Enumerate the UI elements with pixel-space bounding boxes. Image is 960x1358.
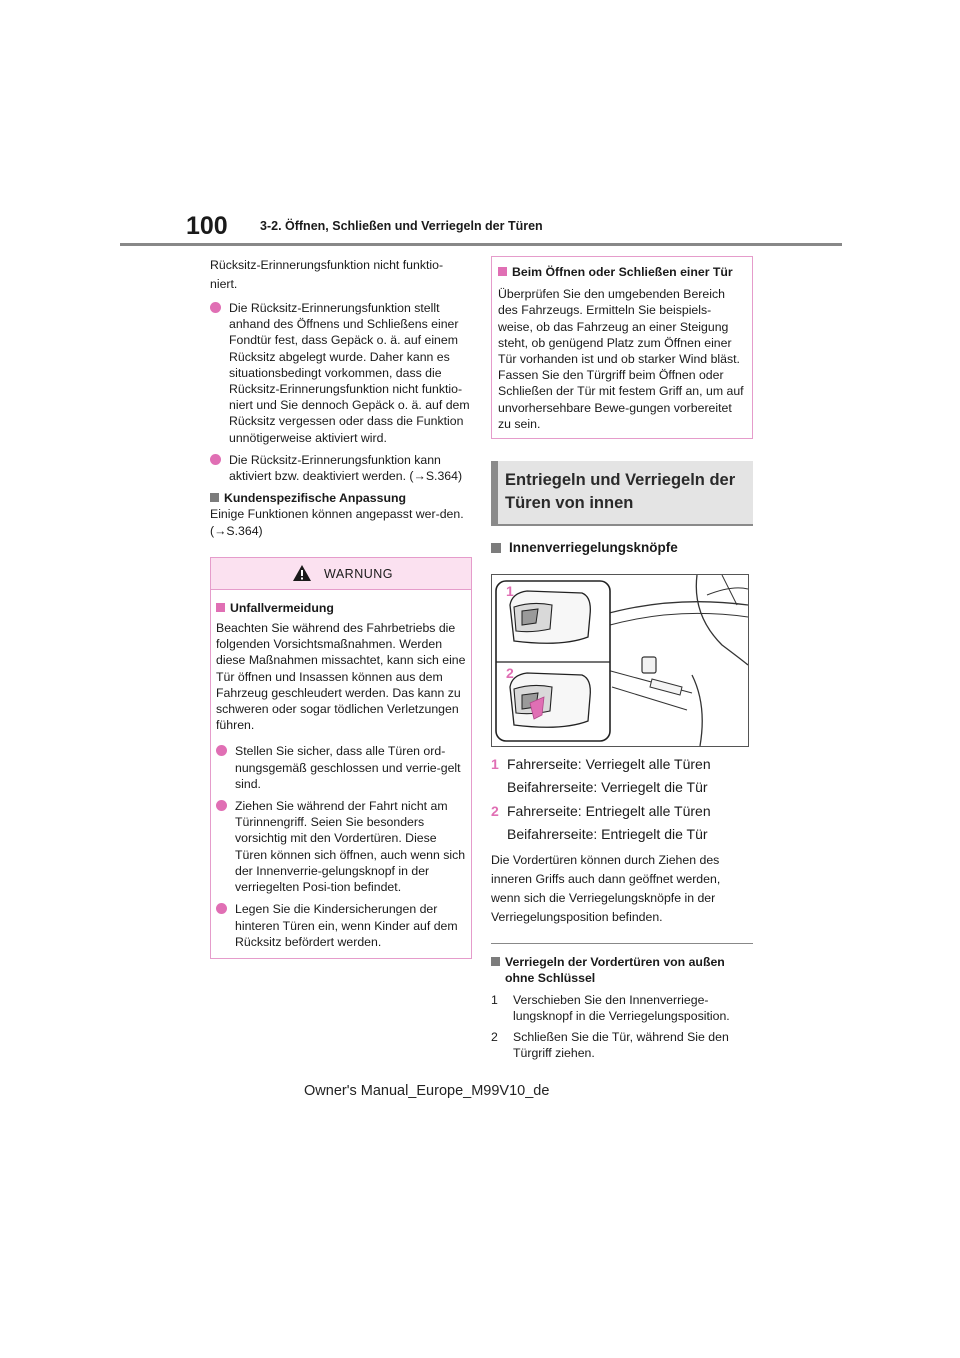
warning-text: Beachten Sie während des Fahrbetriebs die folgenden Vorsichtsmaßnahmen. Werden diese Maßnahmen missachtet, kann sich eine Tür öffnen und Insassen können aus dem Fahrzeug geschleudert werden. Das kann zu schweren oder sogar tödlichen Verletzungen führen. xyxy=(216,621,466,733)
knob-heading: Innenverriegelungsknöpfe xyxy=(491,540,753,556)
square-bullet-icon xyxy=(491,957,500,966)
info-box xyxy=(491,256,753,439)
warning-box xyxy=(210,557,472,959)
square-bullet-icon xyxy=(210,493,219,502)
warning-subheading: Unfallvermeidung xyxy=(216,600,467,616)
list-item: 2 Fahrerseite: Entriegelt alle Türen Beifahrerseite: Entriegelt die Tür xyxy=(491,803,711,842)
divider xyxy=(491,943,753,944)
door-lock-illustration xyxy=(491,574,749,747)
figure-label-2: 2 xyxy=(506,665,514,682)
info-heading: Beim Öffnen oder Schließen einer Tür xyxy=(498,264,746,280)
bullet-dot-icon xyxy=(216,903,227,914)
bullet-dot-icon xyxy=(210,302,221,313)
warning-bullet: Ziehen Sie während der Fahrt nicht am Türinnengriff. Seien Sie besonders vorsichtig mit den Vordertüren. Diese Türen können sich öffnen, auch wenn sich der Innenverrie-gelungsknopf in der verriegelten Posi-tion befindet. xyxy=(216,798,467,895)
bullet-dot-icon xyxy=(216,800,227,811)
warning-bullet: Stellen Sie sicher, dass alle Türen ord-nungsgemäß geschlossen und verrie-gelt sind. xyxy=(216,743,467,792)
warning-triangle-icon xyxy=(292,564,312,582)
left-column xyxy=(210,256,472,959)
step-item: 1 Verschieben Sie den Innenverriege-lungsknopf in die Verriegelungsposition. xyxy=(491,992,730,1023)
lock-heading: Verriegeln der Vordertüren von außen ohne Schlüssel xyxy=(491,954,753,986)
section-title: 3-2. Öffnen, Schließen und Verriegeln der Türen xyxy=(260,219,543,233)
list-item: 1 Fahrerseite: Verriegelt alle Türen Beifahrerseite: Verriegelt die Tür xyxy=(491,756,711,795)
footer-text: Owner's Manual_Europe_M99V10_de xyxy=(304,1083,550,1099)
warning-title: WARNUNG xyxy=(324,566,394,581)
intro-text: Rücksitz-Erinnerungsfunktion nicht funktio- niert. xyxy=(210,258,444,291)
bullet-item: Die Rücksitz-Erinnerungsfunktion kann aktiviert bzw. deaktiviert werden. (→S.364) xyxy=(210,452,472,484)
header-rule xyxy=(120,243,842,246)
step-item: 2 Schließen Sie die Tür, während Sie den Türgriff ziehen. xyxy=(491,1030,729,1061)
custom-text: Einige Funktionen können angepasst wer-den. (→S.364) xyxy=(210,507,464,538)
bullet-dot-icon xyxy=(216,745,227,756)
figure-label-1: 1 xyxy=(506,583,514,600)
square-bullet-icon xyxy=(216,603,225,612)
section-heading: Entriegeln und Verriegeln der Türen von innen xyxy=(491,461,753,526)
warning-bullet: Legen Sie die Kindersicherungen der hinteren Türen ein, wenn Kinder auf dem Rücksitz befördert werden. xyxy=(216,901,467,950)
custom-heading: Kundenspezifische Anpassung xyxy=(210,490,472,506)
door-interior-drawing xyxy=(492,575,748,746)
right-column xyxy=(491,256,753,1061)
bullet-item: Die Rücksitz-Erinnerungsfunktion stellt anhand des Öffnens und Schließens einer Fondtür fest, dass Gepäck o. ä. auf einem Rücksitz abgelegt wurde. Daher kann es situationsbedingt vorkommen, dass die Rücksitz-Erinnerungsfunktion nicht funktio-niert und Sie dennoch Gepäck o. ä. auf dem Rücksitz vergessen oder dass die Funktion unnötigerweise aktiviert wird. xyxy=(210,300,472,446)
page-number: 100 xyxy=(186,212,228,240)
note-text: Die Vordertüren können durch Ziehen des inneren Griffs auch dann geöffnet werden, wenn sich die Verriegelungsknöpfe in der Verriegelungsposition befinden. xyxy=(491,853,721,925)
square-bullet-icon xyxy=(498,267,507,276)
bullet-dot-icon xyxy=(210,454,221,465)
info-text: Überprüfen Sie den umgebenden Bereich des Fahrzeugs. Ermitteln Sie beispiels-weise, ob das Fahrzeug an einer Steigung steht, ob genügend Platz zum Öffnen einer Tür vorhanden ist und ob starker Wind bläst. Fassen Sie den Türgriff beim Öffnen oder Schließen der Tür mit festem Griff an, um auf unvorhersehbare Bewe-gungen vorbereitet zu sein. xyxy=(498,287,744,431)
square-bullet-icon xyxy=(491,543,501,553)
warning-header xyxy=(211,558,471,590)
